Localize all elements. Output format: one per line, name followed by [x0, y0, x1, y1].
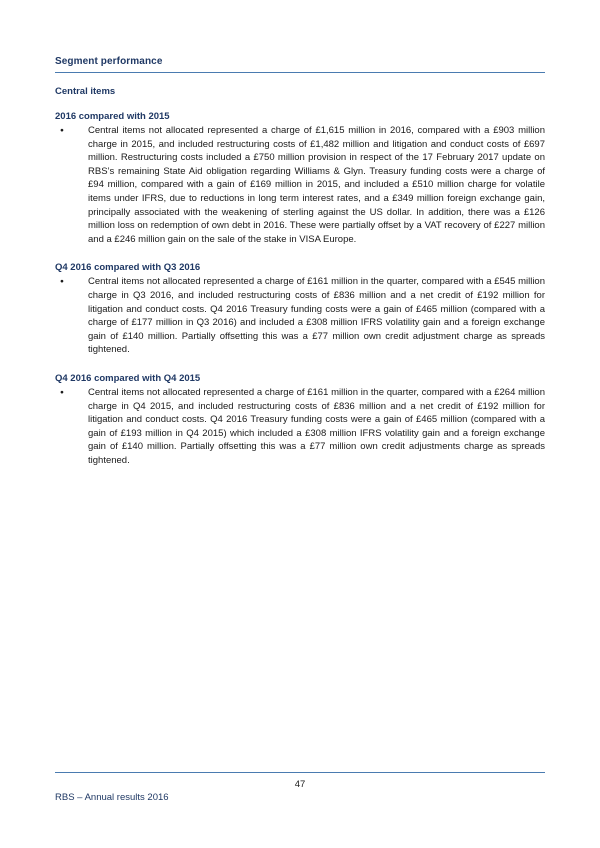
bullet-item	[55, 124, 545, 246]
bullet-icon: ●	[60, 388, 64, 396]
bullet-icon: ●	[60, 278, 64, 286]
bullet-paragraph: Central items not allocated represented a charge of £161 million in the quarter, compared with a £545 million charge in Q3 2016, and included restructuring costs of £836 million and a net credit of £192 million for litigation and conduct costs. Q4 2016 Treasury funding costs were a gain of £465 million (compared with a charge of £177 million in Q3 2016) and included a £308 million IFRS volatility gain and a foreign exchange gain of £140 million. Partially offsetting this was a £77 million own credit adjustment charge as spreads tightened.	[88, 276, 545, 356]
section-title-central-items: Central items	[55, 86, 116, 97]
page-content	[55, 56, 545, 483]
bullet-paragraph: Central items not allocated represented a charge of £1,615 million in 2016, compared with a £903 million charge in 2015, and included restructuring costs of £1,482 million and litigation and conduct costs of £697 million. Restructuring costs included a £750 million provision in respect of the 17 February 2017 update on RBS’s remaining State Aid obligation regarding Williams & Glyn. Treasury funding costs were a charge of £94 million, compared with a gain of £169 million in 2015, and included a £510 million charge for volatile items under IFRS, due to reductions in long term interest rates, and a £349 million foreign exchange gain, principally associated with the weakening of sterling against the US dollar. In addition, there was a £126 million loss on redemption of own debt in 2016. These were partially offset by a VAT recovery of £227 million and a £246 million gain on the sale of the stake in VISA Europe.	[88, 125, 545, 245]
section-q4-2016-vs-q3-2016	[55, 262, 545, 357]
subsection-heading: Q4 2016 compared with Q4 2015	[55, 372, 201, 384]
section-2016-vs-2015	[55, 111, 545, 246]
bullet-item	[55, 386, 545, 468]
footer-doc-title: RBS – Annual results 2016	[55, 792, 169, 803]
page-title: Segment performance	[55, 56, 545, 73]
bullet-paragraph: Central items not allocated represented a charge of £161 million in the quarter, compared with a £264 million charge in Q4 2015, and included restructuring costs of £836 million and a net credit of £192 million for litigation and conduct costs. Q4 2016 Treasury funding costs were a gain of £465 million (compared with a gain of £193 million in Q4 2015) which included a £308 million IFRS volatility gain and a foreign exchange gain of £140 million. Partially offsetting this was a £77 million own credit adjustments charge as spreads tightened.	[88, 386, 545, 466]
subsection-heading: 2016 compared with 2015	[55, 111, 170, 122]
bullet-icon: ●	[60, 127, 64, 134]
page-number: 47	[294, 779, 306, 790]
bullet-item	[55, 275, 545, 357]
subsection-heading: Q4 2016 compared with Q3 2016	[55, 262, 201, 274]
section-q4-2016-vs-q4-2015	[55, 373, 545, 468]
footer-divider	[55, 772, 545, 773]
